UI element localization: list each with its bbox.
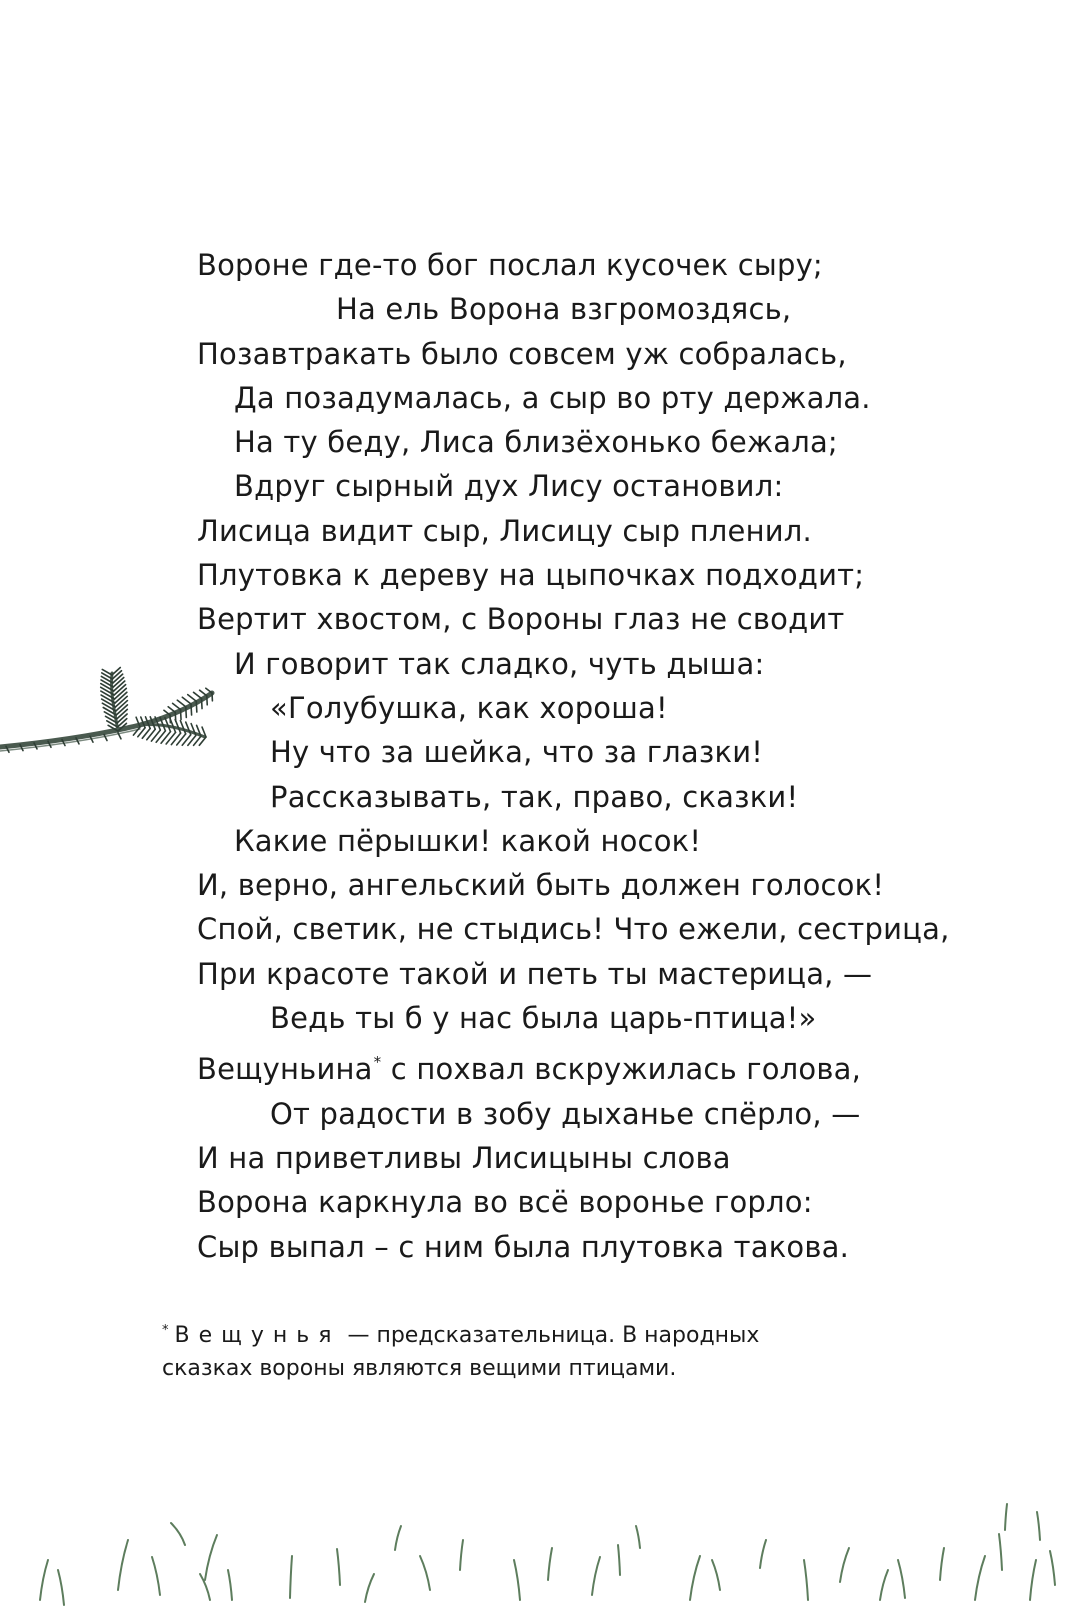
poem-line-text: На ель Ворона взгромоздясь, — [336, 292, 792, 327]
poem-line-text: с похвал вскружилась голова, — [381, 1052, 862, 1087]
poem-line — [197, 553, 1057, 597]
poem-line — [197, 730, 1057, 774]
poem-line — [197, 686, 1057, 730]
poem-line — [197, 376, 1057, 420]
poem-line — [197, 464, 1057, 508]
poem-line-text: Вороне где-то бог послал кусочек сыру; — [197, 248, 823, 282]
footnote-mark: * — [162, 1323, 169, 1338]
poem-line — [197, 819, 1057, 863]
poem-line-text: Плутовка к дереву на цыпочках подходит; — [197, 558, 865, 593]
poem-line — [197, 332, 1057, 376]
poem-line-text: На ту беду, Лиса близёхонько бежала; — [234, 425, 838, 460]
poem-line — [197, 420, 1057, 464]
poem-line-text: Да позадумалась, а сыр во рту держала. — [234, 380, 871, 415]
poem-line-text: Спой, светик, не стыдись! Что ежели, сестрица, — [197, 912, 950, 947]
footnote-term: Вещунья — [174, 1323, 341, 1348]
poem-line — [197, 907, 1057, 951]
poem-line — [197, 243, 1057, 287]
poem-line-text: Ворона каркнула во всё воронье горло: — [197, 1185, 813, 1220]
poem-line — [197, 287, 1057, 331]
poem-line-text: Ведь ты б у нас была царь-птица!» — [270, 1001, 817, 1036]
footnote-reference: * — [373, 1053, 382, 1072]
poem-line-text: Рассказывать, так, право, сказки! — [270, 779, 799, 814]
poem-line-text: Лисица видит сыр, Лисицу сыр пленил. — [197, 513, 812, 548]
poem-line-text: Вертит хвостом, с Вороны глаз не сводит — [197, 602, 845, 637]
poem-line-text: И говорит так сладко, чуть дыша: — [234, 646, 765, 681]
poem-line — [197, 1092, 1057, 1136]
poem — [197, 243, 1057, 1269]
poem-line-text: Вдруг сырный дух Лису остановил: — [234, 469, 784, 504]
poem-line — [197, 597, 1057, 641]
poem-line-text: И, верно, ангельский быть должен голосок! — [197, 868, 885, 903]
grass-tufts-icon — [0, 1450, 1080, 1610]
poem-line — [197, 509, 1057, 553]
poem-line — [197, 1225, 1057, 1269]
poem-line — [197, 863, 1057, 907]
footnote-definition: — предсказательница. В народных — [340, 1323, 760, 1348]
poem-line — [197, 952, 1057, 996]
poem-line-text: От радости в зобу дыханье спёрло, — — [270, 1096, 861, 1131]
poem-line — [197, 642, 1057, 686]
poem-line-text: Вещуньина — [197, 1052, 373, 1087]
poem-line-text: И на приветливы Лисицыны слова — [197, 1140, 731, 1175]
poem-line — [197, 775, 1057, 819]
footnote — [162, 1314, 1042, 1385]
poem-line — [197, 1136, 1057, 1180]
fir-branch-icon — [0, 665, 220, 785]
poem-line-text: Ну что за шейка, что за глазки! — [270, 735, 764, 770]
footnote-line-2: сказках вороны являются вещими птицами. — [162, 1356, 677, 1381]
poem-line-text: «Голубушка, как хороша! — [270, 690, 668, 725]
poem-line — [197, 996, 1057, 1040]
poem-line — [197, 1040, 1057, 1091]
poem-line — [197, 1180, 1057, 1224]
poem-line-text: Сыр выпал – с ним была плутовка такова. — [197, 1229, 850, 1264]
poem-line-text: Позавтракать было совсем уж собралась, — [197, 336, 847, 371]
poem-line-text: При красоте такой и петь ты мастерица, — — [197, 956, 873, 991]
poem-line-text: Какие пёрышки! какой носок! — [234, 823, 702, 858]
